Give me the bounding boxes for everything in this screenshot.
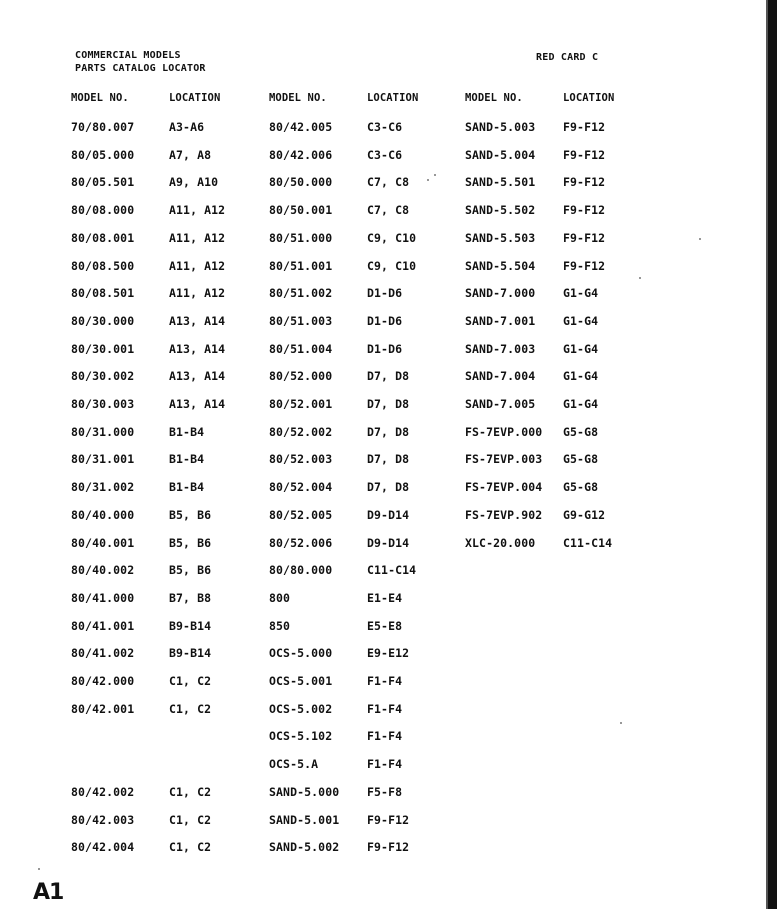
table-row bbox=[0, 259, 777, 279]
cell-model-no-2: 80/80.000 bbox=[269, 563, 333, 577]
cell-location-2: F9-F12 bbox=[367, 840, 410, 854]
cell-model-no-2: 80/42.006 bbox=[269, 148, 333, 162]
cell-location-1: C1, C2 bbox=[169, 785, 212, 799]
cell-model-no-1: 80/08.501 bbox=[71, 286, 135, 300]
cell-model-no-2: 850 bbox=[269, 619, 291, 633]
cell-model-no-3: SAND-5.503 bbox=[465, 231, 536, 245]
table-row bbox=[0, 452, 777, 472]
cell-location-1: C1, C2 bbox=[169, 813, 212, 827]
cell-location-1: B9-B14 bbox=[169, 646, 212, 660]
cell-model-no-3: FS-7EVP.902 bbox=[465, 508, 543, 522]
cell-model-no-1: 80/40.000 bbox=[71, 508, 135, 522]
cell-location-1: A13, A14 bbox=[169, 397, 226, 411]
cell-location-2: C9, C10 bbox=[367, 259, 417, 273]
cell-location-3: G9-G12 bbox=[563, 508, 606, 522]
cell-location-2: D7, D8 bbox=[367, 480, 410, 494]
cell-model-no-1: 80/42.001 bbox=[71, 702, 135, 716]
cell-location-2: C9, C10 bbox=[367, 231, 417, 245]
cell-location-2: F1-F4 bbox=[367, 702, 403, 716]
scan-speck bbox=[434, 174, 436, 176]
cell-model-no-3: SAND-5.003 bbox=[465, 120, 536, 134]
cell-location-3: G5-G8 bbox=[563, 452, 599, 466]
cell-location-1: B1-B4 bbox=[169, 452, 205, 466]
cell-model-no-3: FS-7EVP.004 bbox=[465, 480, 543, 494]
table-row bbox=[0, 757, 777, 777]
cell-model-no-2: SAND-5.000 bbox=[269, 785, 340, 799]
cell-model-no-1: 80/40.002 bbox=[71, 563, 135, 577]
cell-model-no-3: SAND-7.005 bbox=[465, 397, 536, 411]
cell-location-2: D7, D8 bbox=[367, 369, 410, 383]
table-row bbox=[0, 563, 777, 583]
cell-location-3: G5-G8 bbox=[563, 480, 599, 494]
column-header-location-3: LOCATION bbox=[563, 92, 615, 104]
cell-model-no-2: 80/51.003 bbox=[269, 314, 333, 328]
cell-model-no-3: SAND-5.504 bbox=[465, 259, 536, 273]
cell-model-no-2: 80/52.005 bbox=[269, 508, 333, 522]
scan-speck bbox=[639, 277, 641, 279]
table-row bbox=[0, 314, 777, 334]
cell-model-no-1: 80/08.500 bbox=[71, 259, 135, 273]
table-row bbox=[0, 369, 777, 389]
cell-model-no-1: 80/30.002 bbox=[71, 369, 135, 383]
cell-location-1: A11, A12 bbox=[169, 231, 226, 245]
document-header bbox=[75, 49, 635, 79]
cell-model-no-2: 80/52.006 bbox=[269, 536, 333, 550]
cell-location-1: A13, A14 bbox=[169, 314, 226, 328]
cell-model-no-2: SAND-5.001 bbox=[269, 813, 340, 827]
cell-location-2: C3-C6 bbox=[367, 120, 403, 134]
cell-model-no-3: SAND-5.502 bbox=[465, 203, 536, 217]
cell-location-3: F9-F12 bbox=[563, 120, 606, 134]
cell-location-3: F9-F12 bbox=[563, 259, 606, 273]
cell-model-no-2: 80/51.000 bbox=[269, 231, 333, 245]
cell-location-1: A7, A8 bbox=[169, 148, 212, 162]
table-row bbox=[0, 480, 777, 500]
cell-location-1: B5, B6 bbox=[169, 563, 212, 577]
table-row bbox=[0, 231, 777, 251]
cell-location-3: F9-F12 bbox=[563, 231, 606, 245]
cell-location-2: D1-D6 bbox=[367, 286, 403, 300]
cell-model-no-2: OCS-5.102 bbox=[269, 729, 333, 743]
cell-model-no-3: FS-7EVP.000 bbox=[465, 425, 543, 439]
cell-model-no-1: 80/08.001 bbox=[71, 231, 135, 245]
cell-model-no-2: 80/52.004 bbox=[269, 480, 333, 494]
cell-location-1: B1-B4 bbox=[169, 480, 205, 494]
cell-model-no-3: SAND-5.501 bbox=[465, 175, 536, 189]
cell-location-1: B1-B4 bbox=[169, 425, 205, 439]
table-row bbox=[0, 785, 777, 805]
scan-speck bbox=[38, 868, 40, 870]
column-header-model-3: MODEL NO. bbox=[465, 92, 523, 104]
cell-location-1: C1, C2 bbox=[169, 674, 212, 688]
cell-model-no-3: SAND-7.003 bbox=[465, 342, 536, 356]
table-row bbox=[0, 619, 777, 639]
table-row bbox=[0, 591, 777, 611]
cell-location-1: A11, A12 bbox=[169, 286, 226, 300]
cell-location-2: D1-D6 bbox=[367, 314, 403, 328]
cell-model-no-2: 80/42.005 bbox=[269, 120, 333, 134]
cell-location-2: C7, C8 bbox=[367, 203, 410, 217]
cell-model-no-1: 80/41.001 bbox=[71, 619, 135, 633]
column-header-location-2: LOCATION bbox=[367, 92, 419, 104]
cell-location-2: D9-D14 bbox=[367, 536, 410, 550]
cell-model-no-3: SAND-7.004 bbox=[465, 369, 536, 383]
cell-location-1: A13, A14 bbox=[169, 342, 226, 356]
cell-location-2: D7, D8 bbox=[367, 425, 410, 439]
column-header-model-1: MODEL NO. bbox=[71, 92, 129, 104]
table-row bbox=[0, 397, 777, 417]
table-row bbox=[0, 148, 777, 168]
cell-model-no-2: SAND-5.002 bbox=[269, 840, 340, 854]
cell-model-no-2: 80/51.002 bbox=[269, 286, 333, 300]
table-row bbox=[0, 813, 777, 833]
cell-model-no-2: 80/50.001 bbox=[269, 203, 333, 217]
cell-location-1: A13, A14 bbox=[169, 369, 226, 383]
cell-location-2: F1-F4 bbox=[367, 757, 403, 771]
cell-location-1: A3-A6 bbox=[169, 120, 205, 134]
column-header-location-1: LOCATION bbox=[169, 92, 221, 104]
cell-location-1: A9, A10 bbox=[169, 175, 219, 189]
cell-location-3: C11-C14 bbox=[563, 536, 613, 550]
cell-location-3: G1-G4 bbox=[563, 369, 599, 383]
table-header-row bbox=[0, 92, 777, 112]
cell-model-no-1: 80/31.002 bbox=[71, 480, 135, 494]
cell-model-no-2: 80/51.001 bbox=[269, 259, 333, 273]
cell-model-no-2: 800 bbox=[269, 591, 291, 605]
cell-location-3: G1-G4 bbox=[563, 397, 599, 411]
cell-location-3: G1-G4 bbox=[563, 286, 599, 300]
cell-location-3: F9-F12 bbox=[563, 203, 606, 217]
column-header-model-2: MODEL NO. bbox=[269, 92, 327, 104]
table-row bbox=[0, 536, 777, 556]
cell-model-no-1: 80/42.004 bbox=[71, 840, 135, 854]
cell-location-1: B5, B6 bbox=[169, 536, 212, 550]
scan-speck bbox=[620, 722, 622, 724]
cell-location-2: E5-E8 bbox=[367, 619, 403, 633]
cell-model-no-2: 80/52.002 bbox=[269, 425, 333, 439]
cell-model-no-3: FS-7EVP.003 bbox=[465, 452, 543, 466]
cell-model-no-1: 80/41.000 bbox=[71, 591, 135, 605]
cell-location-2: D7, D8 bbox=[367, 452, 410, 466]
scan-speck bbox=[699, 238, 701, 240]
cell-model-no-1: 80/31.001 bbox=[71, 452, 135, 466]
cell-model-no-2: 80/52.000 bbox=[269, 369, 333, 383]
cell-location-2: F9-F12 bbox=[367, 813, 410, 827]
cell-model-no-2: OCS-5.A bbox=[269, 757, 319, 771]
cell-model-no-2: 80/52.003 bbox=[269, 452, 333, 466]
header-card-label: RED CARD C bbox=[536, 52, 599, 63]
header-title: COMMERCIAL MODELS bbox=[75, 50, 181, 61]
page-number: A1 bbox=[33, 880, 64, 905]
cell-location-1: A11, A12 bbox=[169, 203, 226, 217]
table-row bbox=[0, 508, 777, 528]
table-row bbox=[0, 729, 777, 749]
cell-model-no-1: 80/41.002 bbox=[71, 646, 135, 660]
cell-model-no-1: 80/30.001 bbox=[71, 342, 135, 356]
cell-model-no-1: 80/42.000 bbox=[71, 674, 135, 688]
table-row bbox=[0, 840, 777, 860]
cell-model-no-1: 80/42.003 bbox=[71, 813, 135, 827]
cell-model-no-1: 70/80.007 bbox=[71, 120, 135, 134]
cell-model-no-3: XLC-20.000 bbox=[465, 536, 536, 550]
table-row bbox=[0, 203, 777, 223]
cell-model-no-2: 80/50.000 bbox=[269, 175, 333, 189]
cell-location-1: B7, B8 bbox=[169, 591, 212, 605]
table-row bbox=[0, 702, 777, 722]
table-row bbox=[0, 342, 777, 362]
cell-location-2: C3-C6 bbox=[367, 148, 403, 162]
cell-location-1: C1, C2 bbox=[169, 840, 212, 854]
cell-location-2: D7, D8 bbox=[367, 397, 410, 411]
cell-location-3: F9-F12 bbox=[563, 175, 606, 189]
cell-location-3: G5-G8 bbox=[563, 425, 599, 439]
cell-location-2: C7, C8 bbox=[367, 175, 410, 189]
cell-location-3: G1-G4 bbox=[563, 342, 599, 356]
cell-model-no-1: 80/42.002 bbox=[71, 785, 135, 799]
cell-location-2: F1-F4 bbox=[367, 729, 403, 743]
table-row bbox=[0, 425, 777, 445]
cell-location-2: D1-D6 bbox=[367, 342, 403, 356]
cell-location-2: D9-D14 bbox=[367, 508, 410, 522]
cell-model-no-2: 80/51.004 bbox=[269, 342, 333, 356]
cell-model-no-1: 80/05.000 bbox=[71, 148, 135, 162]
scan-speck bbox=[427, 179, 429, 181]
cell-location-1: B5, B6 bbox=[169, 508, 212, 522]
cell-model-no-1: 80/40.001 bbox=[71, 536, 135, 550]
cell-model-no-1: 80/30.000 bbox=[71, 314, 135, 328]
cell-model-no-1: 80/05.501 bbox=[71, 175, 135, 189]
cell-location-2: C11-C14 bbox=[367, 563, 417, 577]
cell-location-1: C1, C2 bbox=[169, 702, 212, 716]
cell-model-no-1: 80/30.003 bbox=[71, 397, 135, 411]
cell-location-3: G1-G4 bbox=[563, 314, 599, 328]
cell-location-1: B9-B14 bbox=[169, 619, 212, 633]
cell-location-2: E9-E12 bbox=[367, 646, 410, 660]
cell-location-2: F5-F8 bbox=[367, 785, 403, 799]
cell-model-no-3: SAND-7.000 bbox=[465, 286, 536, 300]
header-subtitle: PARTS CATALOG LOCATOR bbox=[75, 63, 206, 74]
cell-model-no-1: 80/31.000 bbox=[71, 425, 135, 439]
cell-location-2: F1-F4 bbox=[367, 674, 403, 688]
table-row bbox=[0, 175, 777, 195]
cell-model-no-2: OCS-5.002 bbox=[269, 702, 333, 716]
cell-model-no-3: SAND-7.001 bbox=[465, 314, 536, 328]
cell-model-no-2: OCS-5.000 bbox=[269, 646, 333, 660]
cell-location-2: E1-E4 bbox=[367, 591, 403, 605]
table-row bbox=[0, 674, 777, 694]
table-row bbox=[0, 286, 777, 306]
cell-location-1: A11, A12 bbox=[169, 259, 226, 273]
table-row bbox=[0, 646, 777, 666]
cell-model-no-2: 80/52.001 bbox=[269, 397, 333, 411]
cell-model-no-2: OCS-5.001 bbox=[269, 674, 333, 688]
cell-location-3: F9-F12 bbox=[563, 148, 606, 162]
cell-model-no-1: 80/08.000 bbox=[71, 203, 135, 217]
table-row bbox=[0, 120, 777, 140]
cell-model-no-3: SAND-5.004 bbox=[465, 148, 536, 162]
